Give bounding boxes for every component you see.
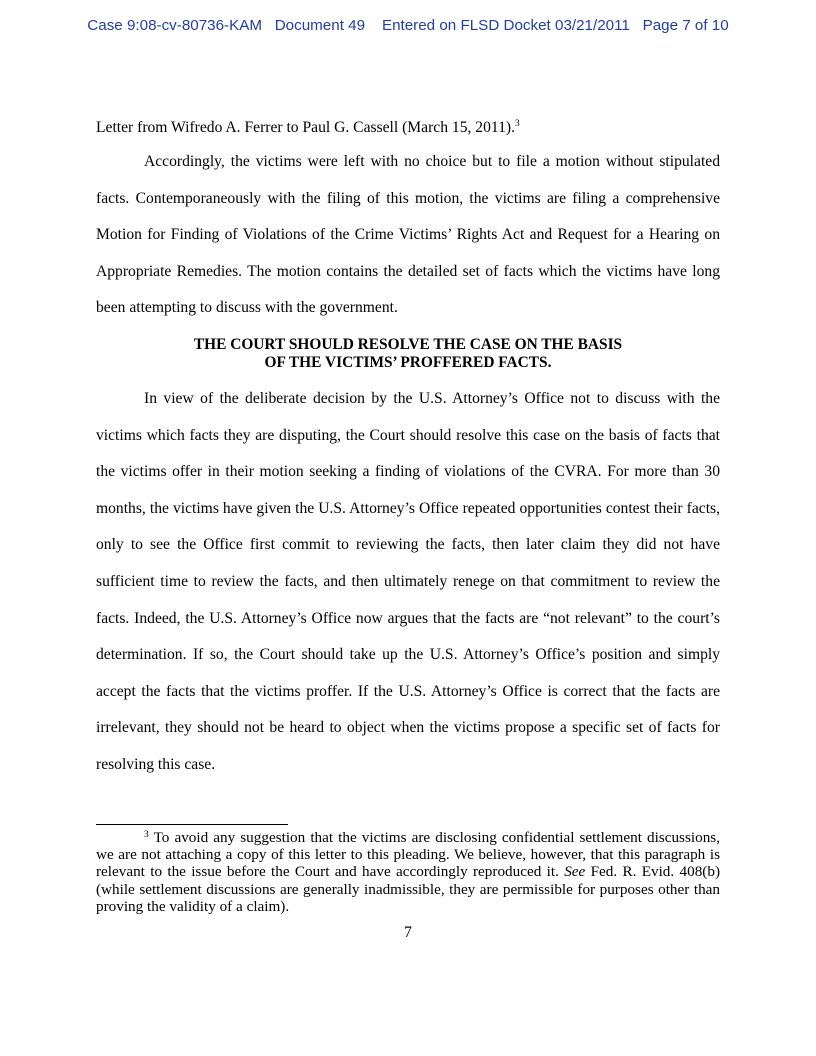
footnote-divider xyxy=(96,824,288,825)
footnote-number: 3 xyxy=(144,830,149,840)
header-document-number: Document 49 xyxy=(274,17,366,34)
footnote-text-after: Fed. R. Evid. 408(b) (while settlement discussions are generally inadmissible, they are permissible for purposes other than proving the validity of a claim). xyxy=(96,863,720,915)
footnote-text-before: To avoid any suggestion that the victims are disclosing confidential settlement discussions, we are not attaching a copy of this letter to this pleading. We believe, however, that this paragraph is relevant to the issue before the Court and have accordingly reproduced it. xyxy=(96,829,720,881)
footnote xyxy=(96,829,720,915)
section-heading-line-2: OF THE VICTIMS’ PROFFERED FACTS. xyxy=(264,354,552,371)
section-heading-line-1: THE COURT SHOULD RESOLVE THE CASE ON THE BASIS xyxy=(193,336,623,353)
section-heading xyxy=(96,336,720,372)
paragraph-3: In view of the deliberate decision by the U.S. Attorney’s Office not to discuss with the victims which facts they are disputing, the Court should resolve this case on the basis of facts that the victims offer in their motion seeking a finding of violations of the CVRA. For more than 30 months, the victims have given the U.S. Attorney’s Office repeated opportunities contest their facts, only to see the Office first commit to reviewing the facts, then later claim they did not have sufficient time to review the facts, and then ultimately renege on that commitment to review the facts. Indeed, the U.S. Attorney’s Office now argues that the facts are “not relevant” to the court’s determination. If so, the Court should take up the U.S. Attorney’s Office’s position and simply accept the facts that the victims proffer. If the U.S. Attorney’s Office is correct that the facts are irrelevant, they should not be heard to object when the victims propose a specific set of facts for resolving this case. xyxy=(96,390,720,773)
paragraph-letter-citation xyxy=(96,110,720,147)
header-entered-date: Entered on FLSD Docket 03/21/2011 xyxy=(381,17,630,34)
page-number: 7 xyxy=(404,924,412,941)
footnote-see: See xyxy=(564,863,586,881)
docket-header xyxy=(0,17,816,34)
paragraph-2: Accordingly, the victims were left with no choice but to file a motion without stipulated facts. Contemporaneously with the filing of this motion, the victims are filing a comprehensive Motion for Finding of Violations of the Crime Victims’ Rights Act and Request for a Hearing on Appropriate Remedies. The motion contains the detailed set of facts which the victims have long been attempting to discuss with the government. xyxy=(96,153,720,317)
paragraph-1-text: Letter from Wifredo A. Ferrer to Paul G. Cassell (March 15, 2011). xyxy=(96,119,515,136)
footnote-reference: 3 xyxy=(515,119,520,129)
header-page-count: Page 7 of 10 xyxy=(642,17,729,34)
header-case-number: Case 9:08-cv-80736-KAM xyxy=(87,17,263,34)
